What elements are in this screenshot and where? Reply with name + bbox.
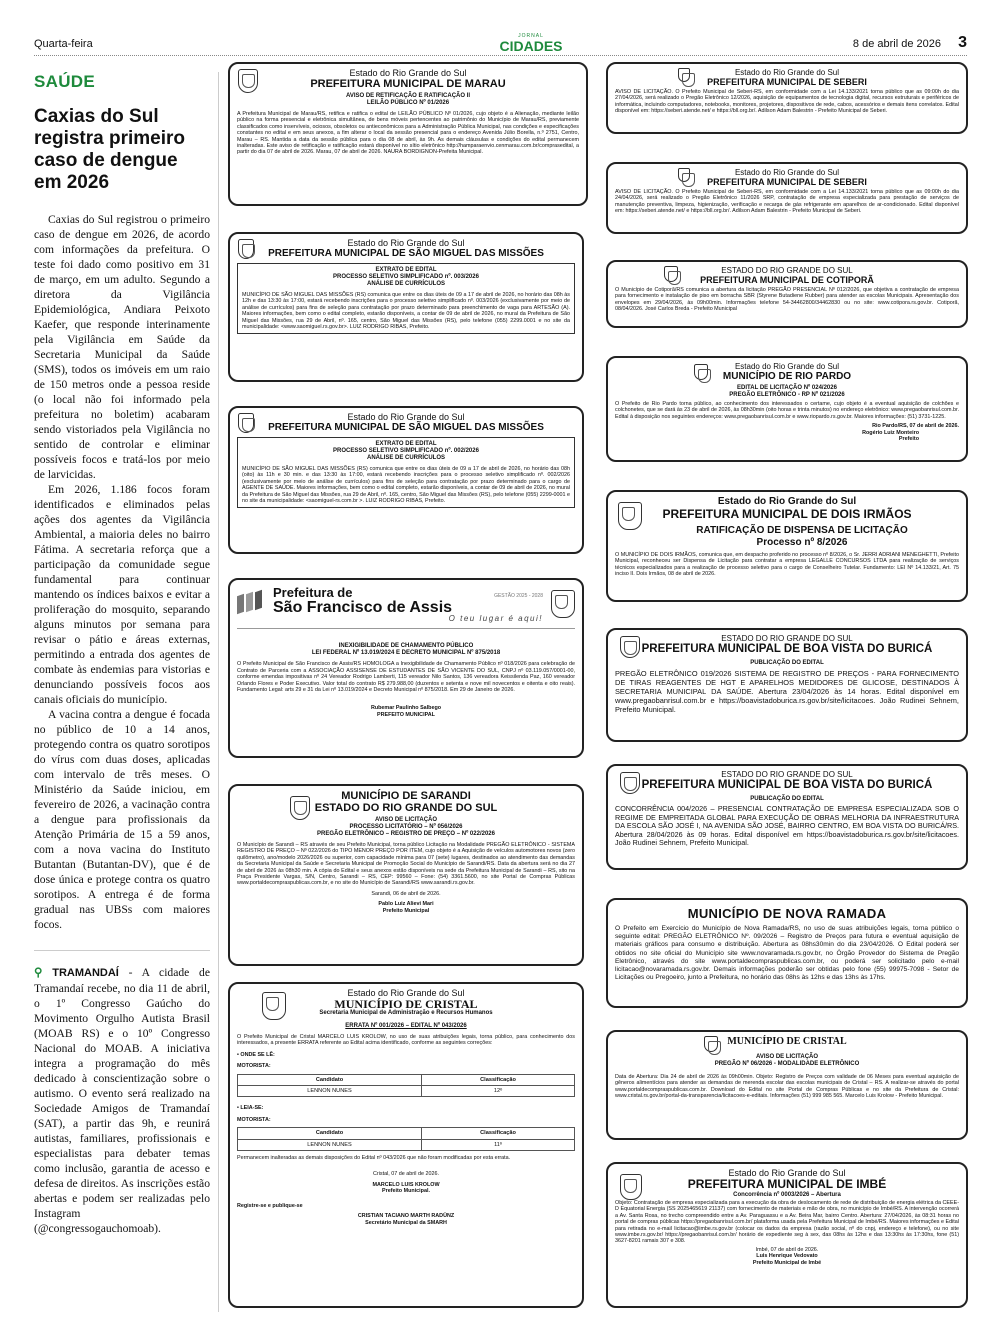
ad-title: PREFEITURA MUNICIPAL DE DOIS IRMÃOS bbox=[662, 507, 912, 521]
ad-cristal-errata bbox=[228, 982, 584, 1308]
masthead bbox=[466, 34, 596, 53]
ad-sao-miguel-1 bbox=[228, 232, 584, 382]
ad-body: O Município de Sarandi – RS através de seu Prefeito Municipal, torna público Licitação na Modalidade PREGÃO ELETRÔNICO - SISTEMA REGISTRO DE PREÇO – Nº 022/2026 do TIPO MENOR PREÇO POR ITEM, cujo objeto é a Aquisição de veículos automotores novos (zero quilômetro), ano/modelo 2026/2026 ou superior, com capacidade mínima para 07 (sete) lugares, destinados ao atendimento das demandas da Secretaria Municipal da Saúde e Secretaria Municipal de Promoção Social do Município de Sarandi/RS. Data da abertura será no dia 27 de abril de 2026 às 08h30 min. A cópia do Edital e seus anexos estão disponíveis na sede da Prefeitura Municipal de Sarandi – RS, sito na Praça Presidente Vargas, S/N, Centro, Sarandi – RS, CEP: 99560 – Fone: (54) 3361.5600, no site Portal de Compras Públicas www.portaldecompraspublicas.com.br, e no site do Município de Sarandi/RS www.sarandi.rs.gov.br. bbox=[237, 842, 575, 887]
ad-title: PREFEITURA MUNICIPAL DE IMBÉ bbox=[687, 1177, 887, 1191]
ad-body: AVISO DE LICITAÇÃO. O Prefeito Municipal de Seberi-RS, em conformidade com a Lei 14.133/2021 torna público que as 09:00h do dia 24/04/2026, será realizado o Pregão Eletrônico 11/2026 SRP, contratação de empresa especializada para prestação de serviços de manutenção preventiva, limpeza, higienização, verificação e recarga de gás refrigerante em aparelhos de ar-condicionado. Edital disponível em: https://seberi.atende.net/ e https://bll.org.br/. Adilson Adam Balestrin - Prefeito Municipal de Seberi. bbox=[615, 189, 959, 215]
ad-title: PREFEITURA MUNICIPAL DE SEBERI bbox=[707, 77, 867, 87]
ad-seberi-2 bbox=[606, 162, 968, 234]
ad-signature: MARCELO LUIS KROLOW Prefeito Municipal. bbox=[372, 1181, 440, 1195]
ad-inner-box bbox=[237, 263, 575, 334]
ad-title: MUNICÍPIO DE CRISTAL bbox=[727, 1036, 847, 1047]
ad-date: Sarandi, 06 de abril de 2026. bbox=[371, 890, 441, 897]
ad-title: PREFEITURA MUNICIPAL DE SEBERI bbox=[707, 177, 867, 187]
ad-body: O Município de Cotiporã/RS comunica a abertura da licitação PREGÃO PRESENCIAL Nº 012/2026, que objetiva a contratação de empresa para fornecimento e instalação de piso em borracha SBR (Styrene Butadiene Rubber) para atender as escolas Municipais. Apresentação dos envelopes em 29/04/2026, às 09h00min. Informações telefone 54-34462800/34462830 ou no site: www.cotipora.rs.gov.br. Cotiporã, 08/04/2026. José Carlos Breda - Prefeito Municipal bbox=[615, 287, 959, 313]
article-paragraph: A vacina contra a dengue é focada no público de 10 a 14 anos, protegendo contra os quatro sorotipos do vírus com duas doses, aplicadas com intervalo de três meses. O Ministério da Saúde iniciou, em fevereiro de 2026, a vacinação contra a dengue para profissionais da Atenção Primária de 15 a 59 anos, com a nova vacina do Instituto Butantan (Butantan-DV), que é de dose única e protege contra os quatro sorotipos. A entrega é de forma gradual nas UBSs com maiores focos. bbox=[34, 708, 210, 931]
ad-body: O Prefeito em Exercício do Município de Nova Ramada/RS, no uso de suas atribuições legais, torna público o seguinte edital: PREGÃO ELETRÔNICO Nº. 09/2026 – Registro de Preços para futura e eventual aquisição de materiais gráficos para consumo e distribuição. Abertura as 08hs30min do dia 23/04/2026. O Edital poderá ser obtidos no site oficial do Município site www.novaramada.rs.gov.br, no Órgão Provedor do Sistema de Pregão Eletrônico, através do site www.portaldecompraspublicas.com.br, ou poderá ser solicitado pelo e-mail licitacao@novaramada.rs.gov.br. Demais informações poderão ser obtidas pelo fone (55) 99975-7098 - Setor de Licitações ou Pregoeiro, junto a Prefeitura, no horário das 08hs às 12hs e das 13hs às 17hs. bbox=[615, 925, 959, 982]
ad-body: MUNICÍPIO DE SÃO MIGUEL DAS MISSÕES (RS) comunica que entre os dias úteis de 09 a 17 de abril de 2026, no horário das 08h às 12h e das 13:30 às 17:00, estará recebendo inscrições para o processo seletivo simplificado nº. 003/2026 (exclusivamente por meio de análise de currículos) para fins de seleção para contratação por prazo determinado para preenchimento de vaga para ARTESÃO (A). Maiores informações, bem como o edital completo, estarão disponíveis, a contar de 09 de abril de 2026, no mural da Prefeitura de São Miguel das Missões, rua 29 de Abril, nº. 165, centro, São Miguel das Missões (RS), pelo telefone (055) 2299.0001 e no site da municipalidade: <www.saomiguel.rs.gov.br>. LUIZ RODRIGO RIBAS, Prefeito. bbox=[242, 292, 570, 331]
ad-inner-box bbox=[237, 437, 575, 508]
ad-rio-pardo bbox=[606, 356, 968, 462]
crest-icon bbox=[704, 1036, 718, 1052]
ad-state: ESTADO DO RIO GRANDE DO SUL bbox=[721, 770, 853, 779]
ad-title: MUNICÍPIO DE RIO PARDO bbox=[722, 371, 852, 382]
ad-body: O Prefeito de Rio Pardo torna público, ao conhecimento dos interessados o certame, cujo objeto é a eventual aquisição de colchões e colchonetes, que se dará às 23 de abril de 2026, às 08h30min (oito horas e trinta minutos) no endereço eletrônico: www.pregaobanrisul.com.br. Edital à disposição nos seguintes endereços: www.pregaobanrisul.com.br e www.riopardo.rs.gov.br. Maiores informações: (51) 3731-1225. bbox=[615, 401, 959, 420]
ad-title: MUNICÍPIO DE NOVA RAMADA bbox=[687, 906, 887, 921]
header-divider bbox=[34, 55, 967, 56]
errata-item-label: • ONDE SE LÊ: bbox=[237, 1051, 275, 1058]
ad-state: Estado do Rio Grande do Sul bbox=[347, 988, 465, 998]
ad-footer-text: Permanecem inalteradas as demais disposições do Edital nº 043/2026 que não foram modificadas por esta errata. bbox=[237, 1155, 511, 1162]
logo-text-1: Prefeitura de bbox=[273, 585, 353, 600]
news-note bbox=[34, 965, 210, 1236]
ad-body: Objeto: Contratação de empresa especializada para a execução da obra de deslocamento de rede de distribuição de energia elétrica da CEEE-D Equatorial Energia (SS 2025465619 21137) com fornecimento de materiais e mão de obra, no município de Imbé/RS. A intervenção ocorrerá a Av. Santa Rosa, no trecho compreendido entre a Av. Paraguassu e a Av. Beira Mar, bairro Centro. Abertura: 27/04/2026, às 08:31 horas no portal de compras públicas https://pregaobanrisul.com.br/ plataforma usada pela Prefeitura Municipal de Imbé/RS. Maiores informações e Edital para retirada no e-mail licitacao@imbe.rs.gov.br (colocar os dados da empresa (razão social, nº do cnpj, endereço e telefone), ou no site www.imbe.rs.gov.br/ https://pregaobanrisul.com.br/ horário de expediente seg à sex, das 08hs às 12hs e das 13:30hs às 17:30hs, fone (51) 3627-8201 ramais 307 e 308. bbox=[615, 1200, 959, 1245]
ad-title: PREFEITURA MUNICIPAL DE BOA VISTA DO BURICÁ bbox=[641, 779, 933, 791]
article-paragraph: Caxias do Sul registrou o primeiro caso de dengue em 2026, de acordo com informações da prefeitura. O teste foi dado como positivo em 31 de março, em um adulto. Segundo a diretora da Vigilância Epidemiológica, Andiara Peixoto Kaefer, que responde interinamente pela Vigilância em Saúde da Secretaria Municipal da Saúde (SMS), todos os imóveis em um raio de 150 metros onde a pessoa reside (o local não foi informado pela prefeitura no boletim) acabaram sendo vistoriados pela Vigilância no sentido de controlar e eliminar possíveis focos e tratá-los por meio de larvicidas. bbox=[34, 213, 210, 481]
ad-caption: AVISO DE LICITAÇÃO PREGÃO Nº 06/2026 - MODALIDADE ELETRÔNICO bbox=[714, 1054, 860, 1067]
logo-slogan: O teu lugar é aqui! bbox=[448, 614, 543, 623]
ad-caption: EDITAL DE LICITAÇÃO Nº 024/2026 PREGÃO ELETRÔNICO - RP Nº 021/2026 bbox=[729, 385, 845, 398]
errata-table-before bbox=[237, 1074, 575, 1098]
ad-sao-miguel-2 bbox=[228, 406, 584, 554]
note-text: - A cidade de Tramandaí recebe, no dia 11 de abril, o 1º Congresso Gaúcho do Movimento Orgulho Autista Brasil (MOAB RS) e o 10º Congresso Nacional do MOAB. A iniciativa integra a programação do mês dedicado à conscientização sobre o autismo. O evento será realizado na Sociedade Amigos de Tramandaí (SAT), a partir das 9h, e reunirá autistas, familiares, profissionais e especialistas para debater temas como inclusão, garantia de acesso e defesa de direitos. As inscrições estão abertas e podem ser realizadas pelo Instagram (@congressogauchomoab). bbox=[34, 966, 210, 1235]
ad-body: O MUNICÍPIO DE DOIS IRMÃOS, comunica que, em despacho proferido no processo nº 8/2026, o Sr. JERRI ADRIANI MENEGHETTI, Prefeito Municipal, reconheceu ser Dispensa de Licitação para contratar a empresa LEGALLE CONCURSOS LTDA para realização de serviços técnicos especializados para a realização de processo seletivo para o cargo de Conselheiro Tutelar. Fundamento: LEI Nº 14.133/21, Art. 75 inciso II. Dois Irmãos, 08 de abril de 2026. bbox=[615, 552, 959, 578]
ad-title: PREFEITURA MUNICIPAL DE SÃO MIGUEL DAS MISSÕES bbox=[268, 248, 544, 259]
header-date: 8 de abril de 2026 bbox=[852, 38, 941, 50]
ad-title: PREFEITURA MUNICIPAL DE MARAU bbox=[310, 78, 506, 90]
ad-title: MUNICÍPIO DE CRISTAL bbox=[334, 997, 478, 1011]
ad-state: ESTADO DO RIO GRANDE DO SUL bbox=[721, 634, 853, 643]
ad-body: CONCORRÊNCIA 004/2026 – PRESENCIAL CONTRATAÇÃO DE EMPRESA ESPECIALIZADA SOB O REGIME DE EMPREITADA GLOBAL PARA EXECUÇÃO DE OBRAS MELHORIA DA INFRAESTRUTURA DA ESCOLA SÃO JOSÉ I, NA AVENIDA SÃO JOSÉ, BAIRRO CENTRO, EM BOA VISTA DO BURICÁ/RS. Abertura 28/04/2026 às 09 horas. Edital disponível em https://boavistadoburica.rs.gov.br/site/licitacoes. João Rudinei Sehnem, Prefeito Municipal. bbox=[615, 804, 959, 848]
ad-caption: INEXIGIBILIDADE DE CHAMAMENTO PÚBLICO LEI FEDERAL Nº 13.019/2024 E DECRETO MUNICIPAL Nº 875/2018 bbox=[311, 643, 501, 657]
ad-body: O Prefeito Municipal de São Francisco de Assis/RS HOMOLOGA a Inexigibilidade de Chamamento Público nº 018/2026 para celebração de Contrato de Parceria com a ASSOCIAÇÃO ASSISENSE DE ESTUDANTES DE SÃO VICENTE DO SUL, CNPJ nº 03.119.057/0001-00, conforme emendas impositivas nº 24 Vereador Rodrigo Lamberti, 115 vereador Nilo Santos, 136 vereadora Keissilenda Paz, 160 vereador Orlando Flores e Poder Executivo. Valor total do contrato R$ 279.988,00 (duzentos e setenta e nove mil novecentos e oitenta e oito reais). Fundamento Legal: arts 29 e 31 da Lei nº 13.019/2024 e Decreto Municipal nº 875/2018. Em 29 de Janeiro de 2026. bbox=[237, 661, 575, 694]
masthead-title: CIDADES bbox=[499, 38, 563, 54]
crest-icon bbox=[618, 502, 642, 530]
errata-item-label: • LEIA-SE: bbox=[237, 1105, 264, 1112]
ad-state: Estado do Rio Grande do Sul bbox=[734, 362, 840, 371]
column-separator bbox=[218, 72, 219, 1312]
header-day: Quarta-feira bbox=[34, 38, 93, 50]
ad-caption: RATIFICAÇÃO DE DISPENSA DE LICITAÇÃO Processo nº 8/2026 bbox=[696, 525, 908, 548]
ad-sao-francisco bbox=[228, 578, 584, 758]
crest-icon bbox=[290, 796, 310, 820]
logo-mark-icon bbox=[237, 591, 267, 617]
errata-table-after bbox=[237, 1127, 575, 1151]
ad-date: Imbé, 07 de abril de 2026. bbox=[755, 1246, 819, 1253]
ad-date: Cristal, 07 de abril de 2026. bbox=[373, 1171, 439, 1178]
ad-caption: Concorrência nº 0003/2026 – Abertura bbox=[733, 1192, 841, 1198]
ad-cristal-licitacao bbox=[606, 1030, 968, 1140]
note-place: TRAMANDAÍ bbox=[52, 967, 119, 979]
table-cell: 11º bbox=[422, 1139, 575, 1150]
ad-state: Estado do Rio Grande do Sul bbox=[349, 68, 467, 78]
ad-signature: Pablo Luiz Alievi Mari Prefeito Municipal bbox=[378, 901, 434, 914]
ad-divider bbox=[237, 628, 575, 629]
article-body bbox=[34, 212, 210, 932]
section-label: SAÚDE bbox=[34, 72, 96, 91]
crest-icon bbox=[238, 69, 258, 93]
ad-caption: PUBLICAÇÃO DO EDITAL bbox=[750, 796, 824, 802]
ad-body: MUNICÍPIO DE SÃO MIGUEL DAS MISSÕES (RS) comunica que entre os dias úteis de 09 a 17 de abril de 2026, no horário das 08h (oito) às 11h e 30 min. e das 13:30 às 17:00, estará recebendo inscrições para o processo seletivo simplificado nº. 002/2026 (exclusivamente por meio de análise de currículos) para fins de seleção para contratação por prazo determinado para o cargo de AGENTE DE SAÚDE. Maiores informações, bem como o edital completo, estarão disponíveis, a contar de 09 de abril de 2026, no mural da Prefeitura de São Miguel das Missões, rua 29 de Abril, nº. 165, centro, São Miguel das Missões (RS), pelo telefone (055) 2299-0001 e no site da municipalidade: <saomiguel-rs.com.br >. LUIZ RODRIGO RIBAS, Prefeito. bbox=[242, 466, 570, 505]
page-number: 3 bbox=[958, 34, 967, 51]
ad-subtitle: Secretaria Municipal de Administração e Recursos Humanos bbox=[319, 1010, 493, 1016]
crest-icon bbox=[694, 364, 708, 380]
sao-francisco-logo bbox=[237, 586, 575, 622]
masthead-small: JORNAL bbox=[518, 33, 544, 39]
ad-state: Estado do Rio Grande do Sul bbox=[734, 68, 840, 77]
table-header: Candidato bbox=[238, 1128, 422, 1139]
ad-caption: EXTRATO DE EDITAL PROCESSO SELETIVO SIMPLIFICADO nº. 003/2026 ANÁLISE DE CURRÍCULOS bbox=[333, 267, 479, 287]
ad-signature: Rogério Luiz Monteiro Prefeito bbox=[862, 429, 919, 443]
ad-body: A Prefeitura Municipal de Marau/RS, retifica e ratifica o edital de LEILÃO PÚBLICO Nº 01/2026, cujo objeto é a Alienação, mediante leilão público na forma presencial e eletrônica simultânea, de bens móveis pertencentes ao patrimônio do Município de Marau/RS, previamente classificados como inservíveis, ociosos, obsoletos ou antieconômicos para a Administração Pública Municipal, nas condições e especificações constantes no edital e em seus anexos, a fim alterar o local da sessão presencial para o endereço Avenida Júlio Borella, n.º 2751, Centro, Marau – RS. Mantida a data da sessão pública para o dia 08 de abril, às 9h. As demais cláusulas e condições do edital permanecem inalteradas. Este aviso de retificação e ratificação estará disponível no sítio eletrônico http://hamparaenvio.cenmarau.com.br/comprasedital, a partir do dia 07 de abril de 2026. Marau, 07 de abril de 2026. NAURA BORDIGNON-Prefeita Municipal. bbox=[237, 111, 579, 156]
ad-caption: PUBLICAÇÃO DO EDITAL bbox=[750, 660, 824, 666]
logo-text-2: São Francisco de Assis bbox=[273, 599, 453, 616]
location-pin-icon: ⚲ bbox=[34, 966, 43, 979]
ad-state: Estado do Rio Grande do Sul bbox=[728, 1168, 846, 1178]
ad-date: Rio Pardo/RS, 07 de abril de 2026. bbox=[872, 423, 959, 430]
ad-cotipora bbox=[606, 260, 968, 328]
crest-icon bbox=[620, 1174, 642, 1200]
ad-state: Estado do Rio Grande do Sul bbox=[347, 238, 465, 248]
ad-signature: CRISTIAN TACIANO MARTH RADÜNZ Secretário Municipal da SMARH bbox=[357, 1213, 455, 1226]
ad-title: PREFEITURA MUNICIPAL DE COTIPORÃ bbox=[700, 275, 874, 285]
ad-boa-vista-buricá-2 bbox=[606, 764, 968, 870]
ad-state: Estado do Rio Grande do Sul bbox=[717, 496, 857, 507]
ad-boa-vista-buricá-1 bbox=[606, 628, 968, 742]
ad-title: MUNICÍPIO DE SARANDI ESTADO DO RIO GRANDE DO SUL bbox=[314, 790, 498, 814]
article-paragraph: Em 2026, 1.186 focos foram identificados e eliminados pelas ações dos agentes da Vigilância Ambiental, a maioria deles no bairro Fátima. A secretaria reforça que a participação da comunidade segue fundamental para continuar mantendo os índices baixos e evitar a proliferação do mosquito, separando alguns minutos por semana para revisar o pátio e áreas externas, permitindo a entrada dos agentes de combate às endemias para vistorias e denunciando possíveis focos aos canais oficiais do município. bbox=[34, 483, 210, 706]
ad-register-note: Registre-se e publique-se bbox=[237, 1202, 303, 1209]
ad-body: O Prefeito Municipal de Cristal MARCELO LUIS KROLOW, no uso de suas atribuições legais, torna público, para conhecimento dos interessados, a presente ERRATA referente ao Edital acima identificado, conforme as seguintes correções: bbox=[237, 1034, 575, 1047]
ad-title: PREFEITURA MUNICIPAL DE BOA VISTA DO BURICÁ bbox=[641, 643, 933, 655]
crest-icon bbox=[678, 68, 690, 82]
ad-state: Estado do Rio Grande do Sul bbox=[347, 412, 465, 422]
ad-body: PREGÃO ELETRÔNICO 019/2026 SISTEMA DE REGISTRO DE PREÇOS - PARA FORNECIMENTO DE TIRAS REAGENTES DE HGT E APARELHOS MEDIDORES DE GLICOSE, DESTINADOS À SECRETARIA MUNICIPAL DA SAÚDE. Abertura 23/04/2026 às 14 horas. Edital disponível em www.pregaobanrisul.com.br e https://boavistadoburica.rs.gov.br/site/licitacoes. João Rudinei Sehnem, Prefeito Municipal. bbox=[615, 669, 959, 714]
table-header: Candidato bbox=[238, 1074, 422, 1085]
crest-icon bbox=[678, 168, 690, 182]
ad-marau bbox=[228, 62, 588, 206]
table-header: Classificação bbox=[422, 1128, 575, 1139]
ad-signature: Luis Henrique Vedovato Prefeito Municipal de Imbé bbox=[752, 1253, 822, 1266]
crest-icon bbox=[238, 239, 254, 259]
logo-gestao: GESTÃO 2025 - 2028 bbox=[494, 592, 543, 599]
ad-caption: EXTRATO DE EDITAL PROCESSO SELETIVO SIMPLIFICADO nº. 002/2026 ANÁLISE DE CURRÍCULOS bbox=[333, 441, 479, 461]
table-cell: 12º bbox=[422, 1086, 575, 1097]
article-title: Caxias do Sul registra primeiro caso de dengue em 2026 bbox=[34, 106, 185, 193]
ad-signature: Rubemar Paulinho Salbego PREFEITO MUNICIPAL bbox=[370, 705, 442, 718]
ad-sarandi bbox=[228, 784, 584, 966]
ad-caption: ERRATA Nº 001/2026 – EDITAL Nº 043/2026 bbox=[345, 1023, 467, 1029]
page-header bbox=[34, 34, 967, 54]
errata-role: MOTORISTA: bbox=[237, 1116, 271, 1123]
ad-caption: AVISO DE RETIFICAÇÃO E RATIFICAÇÃO II LEILÃO PÚBLICO Nº 01/2026 bbox=[345, 93, 471, 106]
table-cell: LENNON NUNES bbox=[238, 1086, 422, 1097]
column-divider bbox=[34, 950, 210, 951]
ad-title: PREFEITURA MUNICIPAL DE SÃO MIGUEL DAS MISSÕES bbox=[268, 422, 544, 433]
article-column bbox=[34, 72, 210, 1236]
ad-imbe bbox=[606, 1162, 968, 1308]
crest-icon bbox=[620, 636, 640, 658]
ad-seberi-1 bbox=[606, 62, 968, 134]
errata-role: MOTORISTA: bbox=[237, 1063, 271, 1070]
table-header: Classificação bbox=[422, 1074, 575, 1085]
crest-icon bbox=[238, 413, 254, 433]
ad-body: Data de Abertura: Dia 24 de abril de 2026 às 09h00min. Objeto: Registro de Preços com validade de 06 Meses para eventual aquisição de gêneros alimentícios para atender as demandas de merenda escolar das escolas municipais de Cristal – RS. A realizar-se através do portal www.portaldecompraspublicas.com.br. Download do Edital no site Portal de Compras Públicas e no site da Prefeitura de Cristal: www.cristal.rs.gov.br/portal-da-transparencia/licitacoes-e-editais. Informações (51) 999 985 565. Marcelo Luis Krolow - Prefeito Municipal. bbox=[615, 1074, 959, 1100]
table-cell: LENNON NUNES bbox=[238, 1139, 422, 1150]
ad-nova-ramada bbox=[606, 898, 968, 1008]
crest-icon bbox=[664, 266, 678, 282]
crest-icon bbox=[262, 992, 286, 1020]
ad-state: Estado do Rio Grande do Sul bbox=[734, 168, 840, 177]
ad-caption: AVISO DE LICITAÇÃO PROCESSO LICITATÓRIO – Nº 056/2026 PREGÃO ELETRÔNICO – REGISTRO DE PREÇO – Nº 022/2026 bbox=[317, 817, 495, 837]
ad-state: ESTADO DO RIO GRANDE DO SUL bbox=[721, 266, 853, 275]
ad-body: AVISO DE LICITAÇÃO. O Prefeito Municipal de Seberi-RS, em conformidade com a Lei 14.133/2021 torna público que as 09:00h do dia 27/04/2026, será realizado o Pregão Eletrônico 12/2026, aquisição de equipamentos de tecnologia digital, recursos estruturais e periféricos de informática, incluindo computadores, notebooks, monitores, projetores, dispositivos de rede, cabos, acessórios e demais itens correlatos. Edital disponível em: https://seberi.atende.net/ e https://bll.org.br/. Adilson Adam Balestrin - Prefeito Municipal de Seberi. bbox=[615, 89, 959, 115]
crest-icon bbox=[551, 590, 575, 618]
ad-dois-irmaos bbox=[606, 490, 968, 602]
crest-icon bbox=[620, 772, 640, 794]
